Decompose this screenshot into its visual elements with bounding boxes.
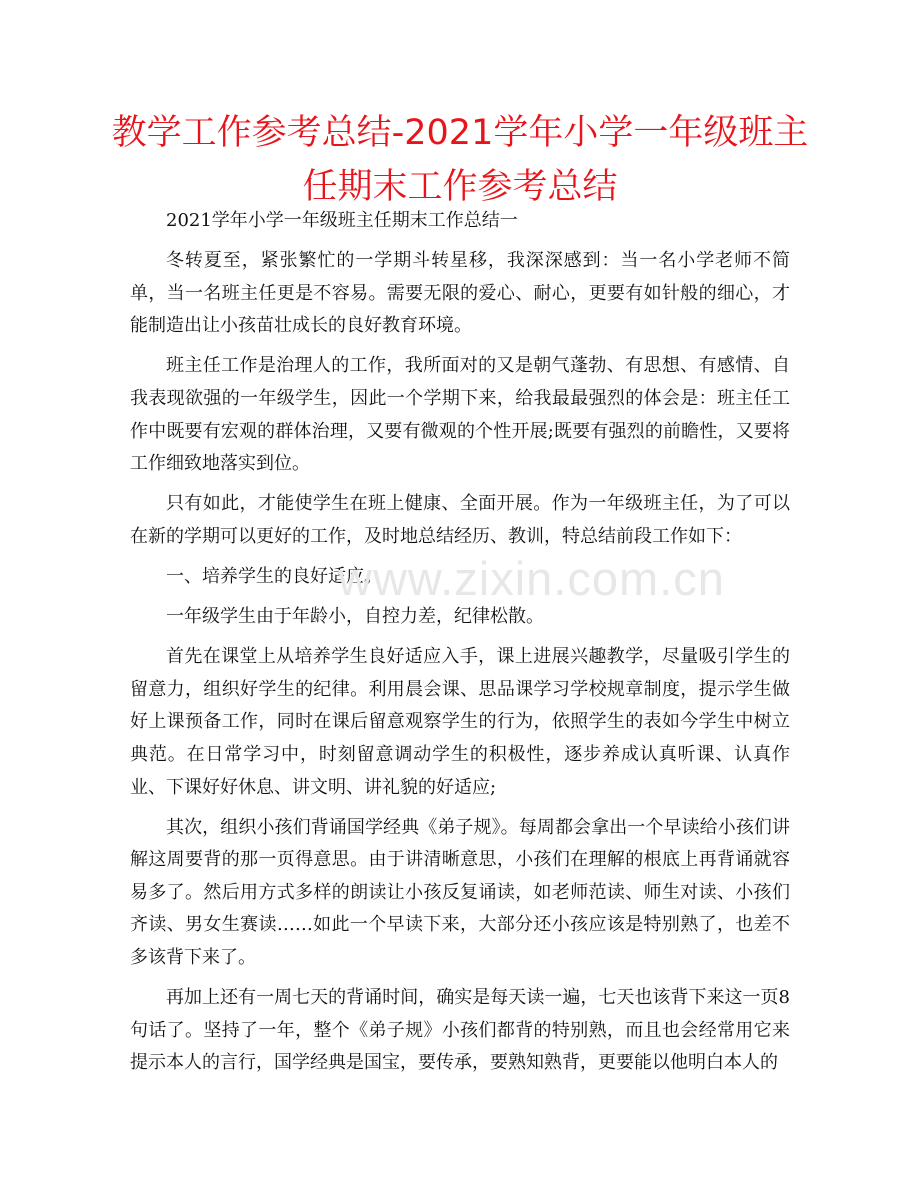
paragraph-summary-lead: 只有如此，才能使学生在班上健康、全面开展。作为一年级班主任，为了可以在新的学期可以更好的工作，及时地总结经历、教训，特总结前段工作如下：	[130, 493, 790, 547]
paragraph-student-traits: 一年级学生由于年龄小，自控力差，纪律松散。	[166, 606, 544, 628]
paragraph-recitation: 再加上还有一周七天的背诵时间，确实是每天读一遍，七天也该背下来这一页8句话了。坚持了一年，整个《弟子规》小孩们都背的特别熟，而且也会经常用它来提示本人的言行，国学经典是国宝，要传承，要熟知熟背，更要能以他明白本人的	[130, 987, 790, 1074]
paragraph-intro: 冬转夏至，紧张繁忙的一学期斗转星移，我深深感到：当一名小学老师不简单，当一名班主任更是不容易。需要无限的爱心、耐心，更要有如针般的细心，才能制造出让小孩苗壮成长的良好教育环境。	[130, 250, 790, 337]
paragraph-point-one-heading: 一、培养学生的良好适应。	[166, 565, 382, 587]
watermark: www.zixin.com.cn	[338, 552, 725, 605]
document-title: 教学工作参考总结-2021学年小学一年级班主任期末工作参考总结	[111, 113, 809, 207]
paragraph-work-nature: 班主任工作是治理人的工作，我所面对的又是朝气蓬勃、有思想、有感情、自我表现欲强的一年级学生，因此一个学期下来，给我最最强烈的体会是：班主任工作中既要有宏观的群体治理，又要有微观的个性开展;既要有强烈的前瞻性，又要将工作细致地落实到位。	[130, 355, 790, 475]
paragraph-habits: 首先在课堂上从培养学生良好适应入手，课上进展兴趣教学，尽量吸引学生的留意力，组织好学生的纪律。利用晨会课、思品课学习学校规章制度，提示学生做好上课预备工作，同时在课后留意观察学生的行为，依照学生的表如今学生中树立典范。在日常学习中，时刻留意调动学生的积极性，逐步养成认真听课、认真作业、下课好好休息、讲文明、讲礼貌的好适应;	[130, 646, 790, 798]
document-body	[130, 205, 790, 1087]
paragraph-classics: 其次，组织小孩们背诵国学经典《弟子规》。每周都会拿出一个早读给小孩们讲解这周要背的那一页得意思。由于讲清晰意思，小孩们在理解的根底上再背诵就容易多了。然后用方式多样的朗读让小孩反复诵读，如老师范读、师生对读、小孩们齐读、男女生赛读……如此一个早读下来，大部分还小孩应该是特别熟了，也差不多该背下来了。	[130, 816, 790, 968]
section-heading: 2021学年小学一年级班主任期末工作总结一	[166, 210, 518, 231]
